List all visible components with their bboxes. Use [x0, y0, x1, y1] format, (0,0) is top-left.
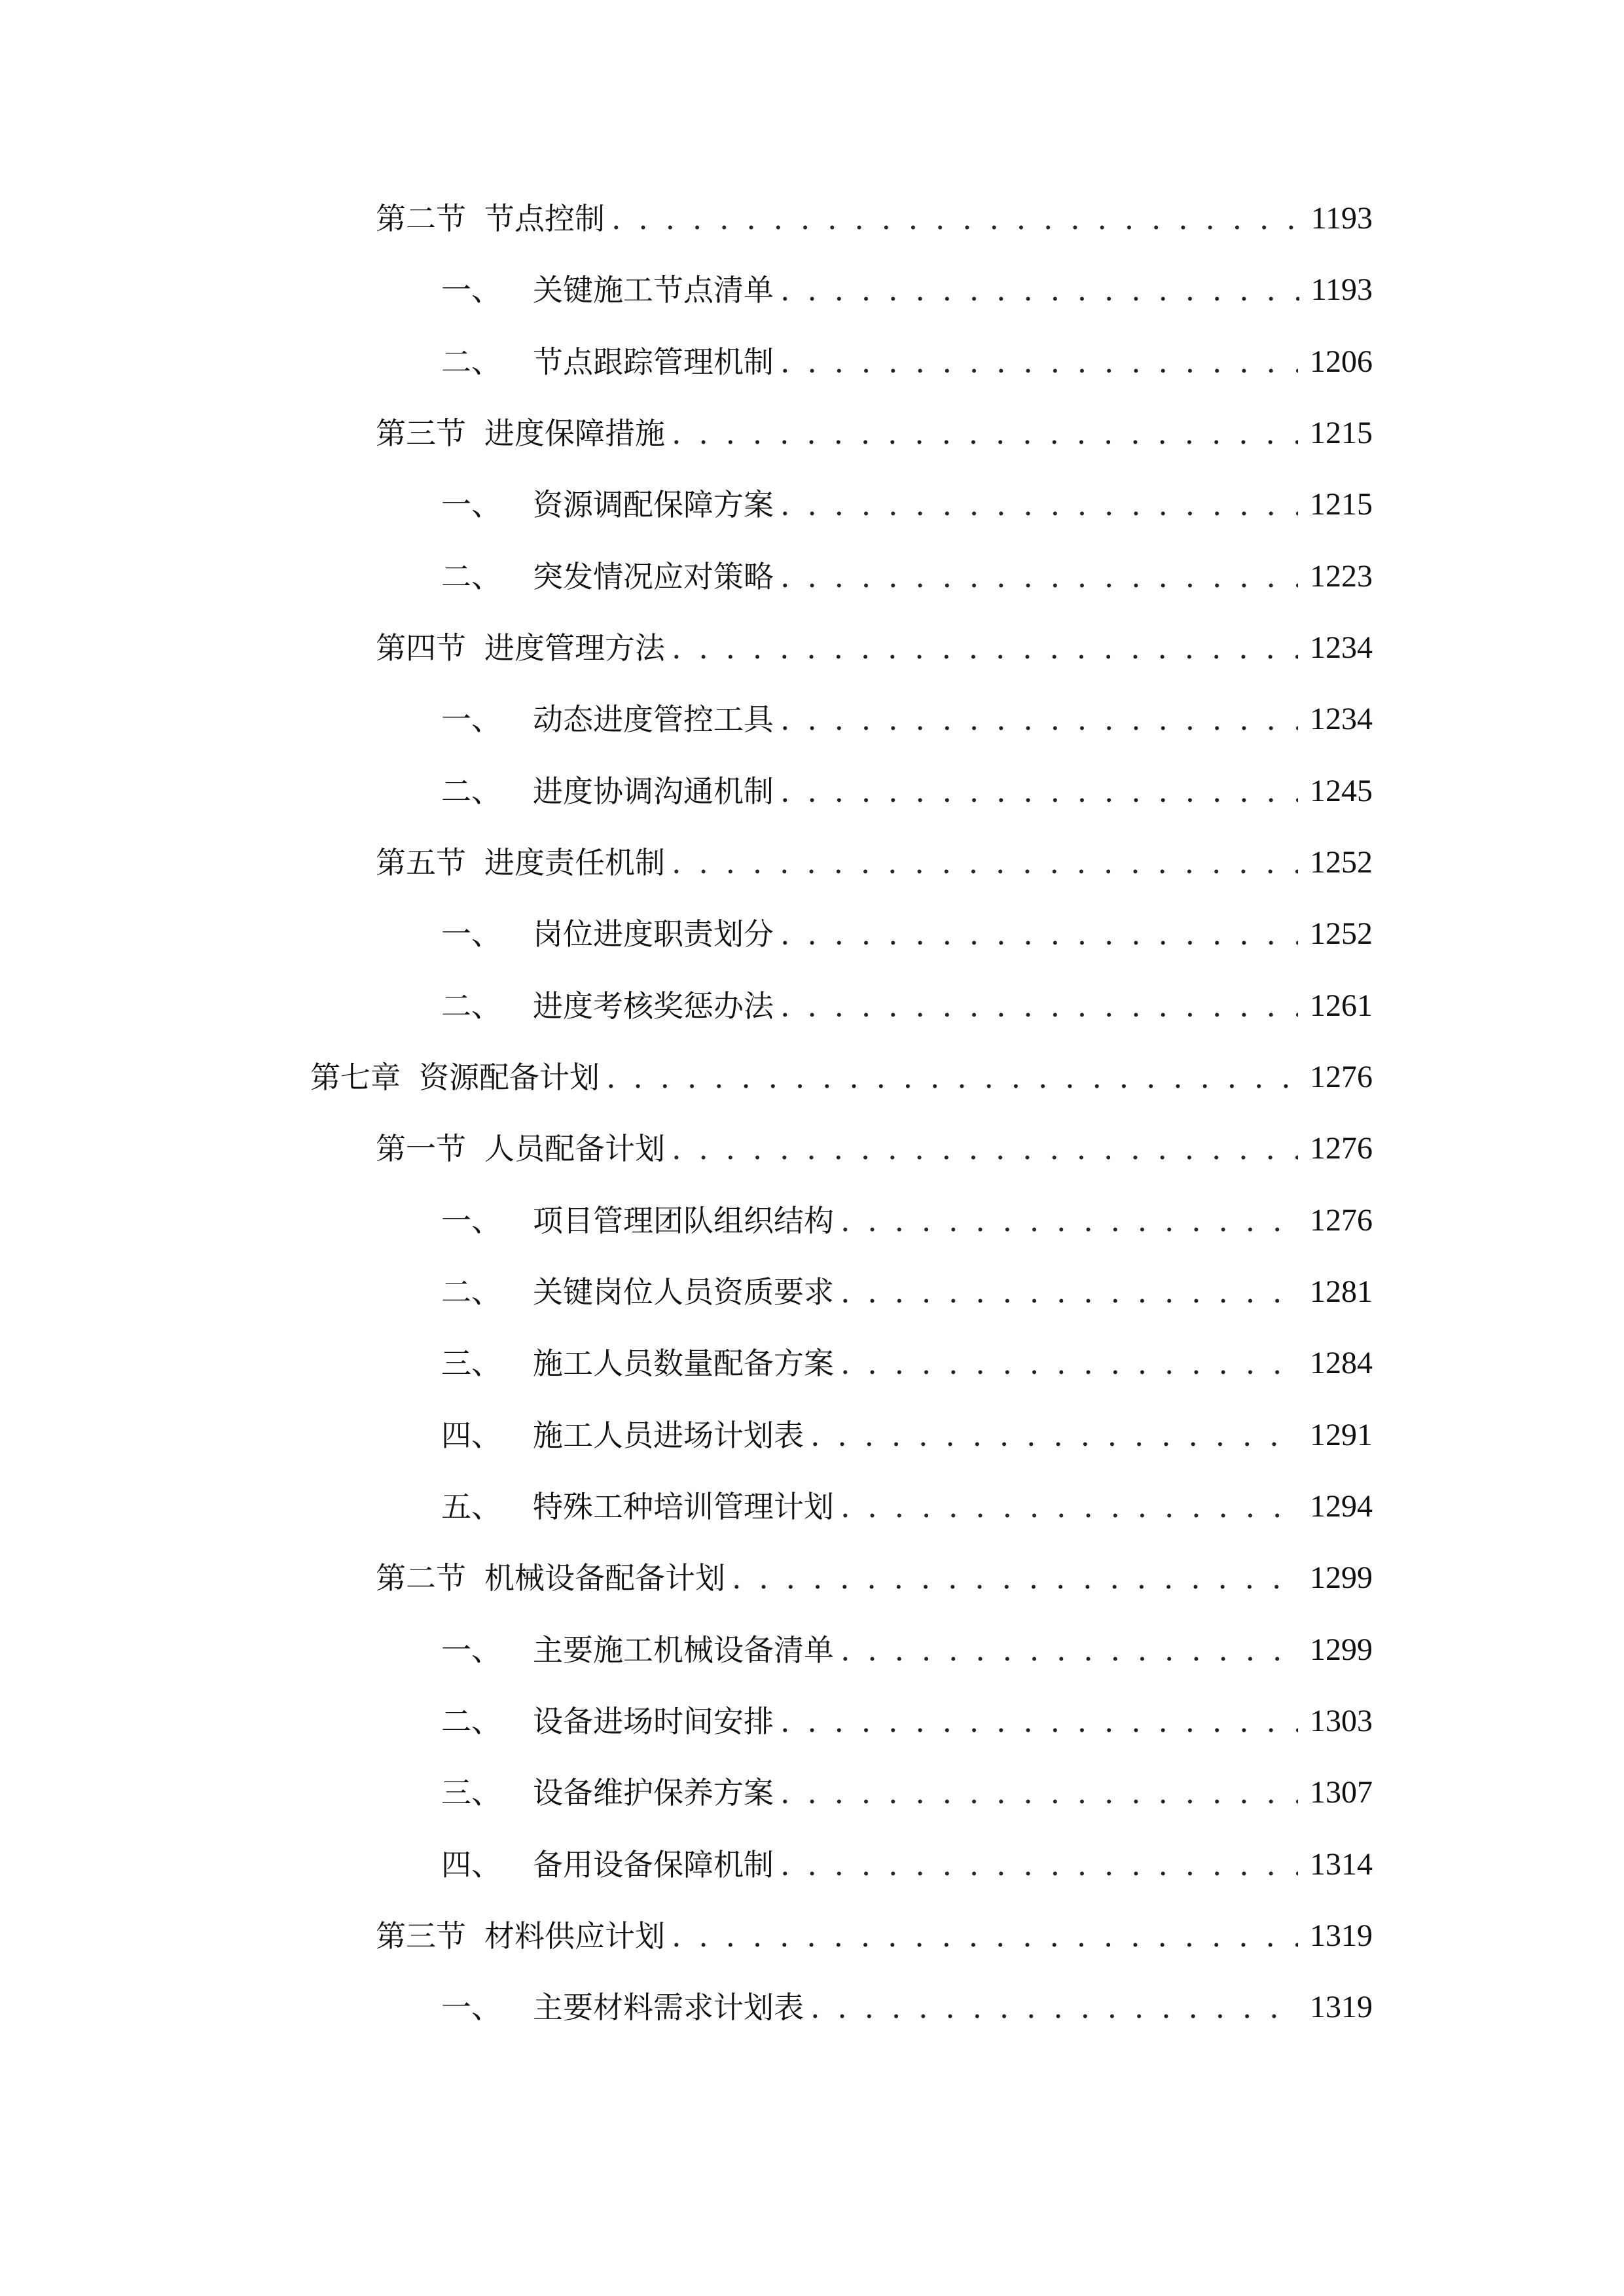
toc-entry-number: 二、	[441, 988, 501, 1024]
toc-entry-title: 进度责任机制	[484, 845, 665, 880]
toc-entry[interactable]	[376, 1913, 1373, 1959]
dot-leader	[840, 1198, 1298, 1244]
toc-entry[interactable]	[376, 840, 1373, 886]
toc-entry-number: 第三节	[376, 1918, 466, 1954]
toc-entry[interactable]	[441, 554, 1373, 600]
toc-entry-title: 动态进度管控工具	[533, 702, 774, 737]
toc-entry-number: 第五节	[376, 845, 466, 880]
dot-leader	[810, 1984, 1298, 2030]
toc-entry-title: 资源配备计划	[419, 1060, 600, 1095]
toc-entry-page: 1314	[1310, 1847, 1373, 1882]
toc-entry-page: 1261	[1310, 988, 1373, 1023]
toc-entry-title: 关键施工节点清单	[533, 272, 774, 308]
dot-leader	[780, 911, 1298, 957]
toc-entry-title: 材料供应计划	[484, 1918, 665, 1954]
dot-leader	[780, 554, 1298, 600]
toc-entry[interactable]	[441, 1842, 1373, 1888]
toc-entry-number: 二、	[441, 344, 501, 380]
dot-leader	[732, 1555, 1298, 1601]
toc-entry-page: 1193	[1310, 272, 1373, 307]
toc-entry[interactable]	[441, 1770, 1373, 1816]
dot-leader	[780, 1698, 1298, 1744]
dot-leader	[780, 1770, 1298, 1816]
toc-entry-title: 进度考核奖惩办法	[533, 988, 774, 1024]
dot-leader	[780, 482, 1298, 528]
dot-leader	[780, 696, 1298, 742]
toc-entry-number: 第四节	[376, 630, 466, 666]
dot-leader	[672, 1913, 1298, 1959]
toc-entry[interactable]	[441, 1269, 1373, 1315]
toc-entry-page: 1223	[1310, 559, 1373, 594]
toc-entry-number: 一、	[441, 1203, 501, 1238]
toc-entry[interactable]	[441, 768, 1373, 814]
toc-entry-title: 人员配备计划	[484, 1131, 665, 1166]
toc-entry-title: 机械设备配备计划	[484, 1560, 725, 1596]
dot-leader	[780, 1842, 1298, 1888]
toc-entry-page: 1276	[1310, 1203, 1373, 1238]
toc-entry-title: 进度管理方法	[484, 630, 665, 666]
toc-entry[interactable]	[376, 625, 1373, 671]
dot-leader	[840, 1340, 1298, 1386]
dot-leader	[780, 983, 1298, 1029]
toc-entry-page: 1215	[1310, 487, 1373, 522]
toc-entry-page: 1319	[1310, 1990, 1373, 2024]
toc-entry-number: 第二节	[376, 1560, 466, 1596]
dot-leader	[672, 625, 1298, 671]
toc-entry-page: 1303	[1310, 1704, 1373, 1738]
toc-entry[interactable]	[441, 1198, 1373, 1244]
toc-entry[interactable]	[376, 410, 1373, 456]
toc-entry-page: 1299	[1310, 1632, 1373, 1667]
toc-entry-number: 一、	[441, 272, 501, 308]
toc-entry-page: 1319	[1310, 1918, 1373, 1953]
toc-entry-page: 1252	[1310, 916, 1373, 951]
toc-entry-title: 设备进场时间安排	[533, 1704, 774, 1739]
toc-entry-title: 资源调配保障方案	[533, 487, 774, 522]
toc-entry[interactable]	[441, 1484, 1373, 1530]
toc-entry-number: 一、	[441, 1990, 501, 2025]
toc-entry[interactable]	[441, 696, 1373, 742]
toc-entry-title: 节点控制	[484, 201, 605, 236]
toc-entry-page: 1294	[1310, 1489, 1373, 1524]
toc-entry[interactable]	[441, 482, 1373, 528]
toc-entry-page: 1234	[1310, 702, 1373, 736]
toc-entry-number: 三、	[441, 1346, 501, 1381]
dot-leader	[840, 1269, 1298, 1315]
toc-entry[interactable]	[441, 1412, 1373, 1458]
toc-entry-title: 备用设备保障机制	[533, 1847, 774, 1882]
toc-entry-number: 二、	[441, 1704, 501, 1739]
toc-entry-title: 特殊工种培训管理计划	[533, 1489, 834, 1524]
toc-entry-number: 二、	[441, 774, 501, 809]
toc-entry[interactable]	[441, 1627, 1373, 1673]
toc-entry-title: 突发情况应对策略	[533, 559, 774, 594]
toc-entry-title: 项目管理团队组织结构	[533, 1203, 834, 1238]
dot-leader	[780, 267, 1299, 313]
toc-entry-number: 四、	[441, 1847, 501, 1882]
toc-entry-page: 1276	[1310, 1060, 1373, 1094]
toc-entry-number: 第三节	[376, 416, 466, 451]
toc-entry-number: 第二节	[376, 201, 466, 236]
toc-entry[interactable]	[376, 196, 1373, 242]
toc-entry-number: 第七章	[310, 1060, 401, 1095]
toc-entry-page: 1284	[1310, 1346, 1373, 1380]
toc-entry[interactable]	[376, 1126, 1373, 1172]
toc-entry-page: 1206	[1310, 344, 1373, 379]
toc-entry-title: 设备维护保养方案	[533, 1775, 774, 1810]
toc-entry[interactable]	[441, 1984, 1373, 2030]
dot-leader	[672, 1126, 1298, 1172]
toc-entry-number: 四、	[441, 1418, 501, 1453]
toc-entry-number: 一、	[441, 916, 501, 952]
toc-entry-title: 主要施工机械设备清单	[533, 1632, 834, 1668]
dot-leader	[840, 1627, 1298, 1673]
toc-entry[interactable]	[310, 1054, 1373, 1100]
toc-entry-page: 1234	[1310, 630, 1373, 665]
toc-entry-title: 关键岗位人员资质要求	[533, 1274, 834, 1310]
toc-entry-page: 1252	[1310, 845, 1373, 880]
toc-entry-number: 二、	[441, 559, 501, 594]
dot-leader	[611, 196, 1299, 242]
toc-entry-page: 1215	[1310, 416, 1373, 450]
toc-entry-title: 主要材料需求计划表	[533, 1990, 804, 2025]
toc-entry-number: 三、	[441, 1775, 501, 1810]
toc-entry-number: 一、	[441, 487, 501, 522]
dot-leader	[672, 410, 1298, 456]
toc-entry[interactable]	[441, 1698, 1373, 1744]
dot-leader	[840, 1484, 1298, 1530]
toc-entry-number: 一、	[441, 702, 501, 737]
toc-entry-title: 施工人员进场计划表	[533, 1418, 804, 1453]
toc-entry-title: 节点跟踪管理机制	[533, 344, 774, 380]
toc-entry-title: 进度协调沟通机制	[533, 774, 774, 809]
toc-entry-number: 一、	[441, 1632, 501, 1668]
toc-entry[interactable]	[441, 267, 1373, 313]
toc-entry-title: 施工人员数量配备方案	[533, 1346, 834, 1381]
toc-entry-title: 进度保障措施	[484, 416, 665, 451]
toc-entry-page: 1245	[1310, 774, 1373, 808]
toc-entry-number: 第一节	[376, 1131, 466, 1166]
toc-entry-page: 1276	[1310, 1131, 1373, 1166]
dot-leader	[672, 840, 1298, 886]
toc-entry-page: 1281	[1310, 1274, 1373, 1309]
toc-entry[interactable]	[376, 1555, 1373, 1601]
dot-leader	[780, 339, 1298, 385]
toc-entry-page: 1307	[1310, 1775, 1373, 1810]
toc-entry-page: 1291	[1310, 1418, 1373, 1452]
toc-entry-page: 1193	[1310, 201, 1373, 236]
dot-leader	[780, 768, 1298, 814]
toc-entry[interactable]	[441, 911, 1373, 957]
dot-leader	[810, 1412, 1298, 1458]
toc-entry[interactable]	[441, 339, 1373, 385]
dot-leader	[606, 1054, 1298, 1100]
toc-entry[interactable]	[441, 1340, 1373, 1386]
toc-entry-title: 岗位进度职责划分	[533, 916, 774, 952]
toc-entry[interactable]	[441, 983, 1373, 1029]
toc-entry-number: 二、	[441, 1274, 501, 1310]
toc-entry-number: 五、	[441, 1489, 501, 1524]
toc-entry-page: 1299	[1310, 1560, 1373, 1595]
